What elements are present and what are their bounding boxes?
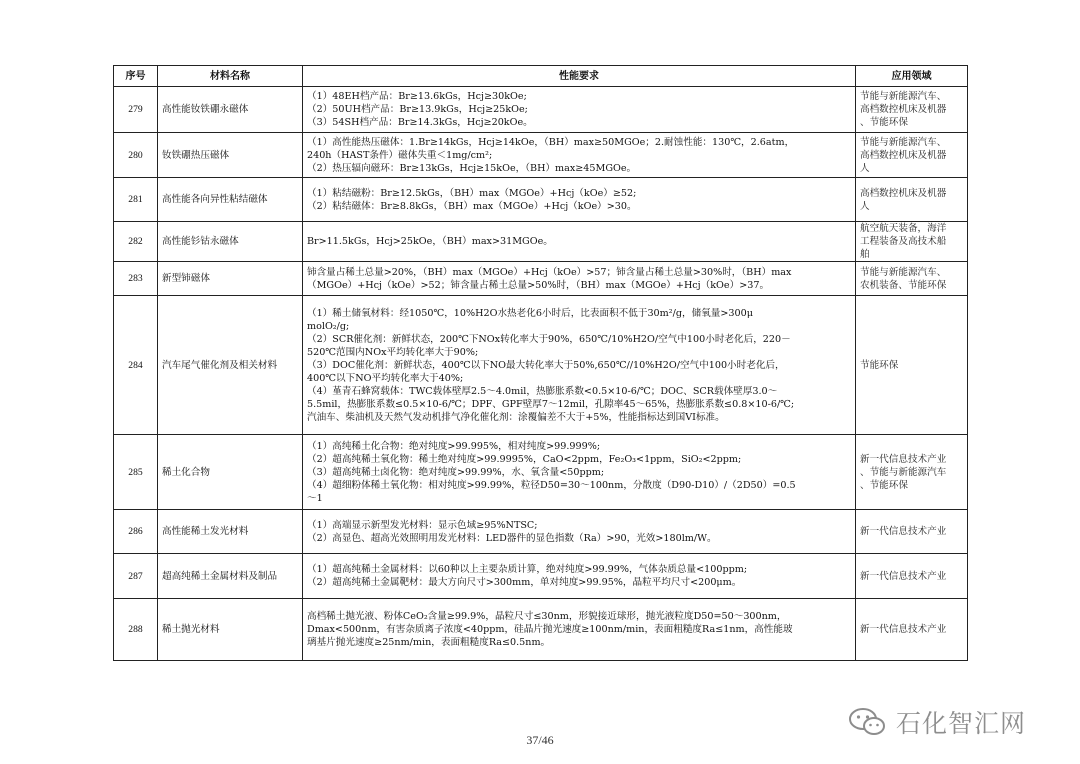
application-line: 节能与新能源汽车、 [860,91,947,102]
requirement-cell [303,510,856,554]
watermark [848,702,1073,742]
requirement-cell [303,554,856,599]
application-cell [856,599,968,661]
header-requirement: 性能要求 [303,66,856,87]
wechat-icon [848,707,888,737]
requirement-cell [303,133,856,178]
application-cell [856,178,968,222]
requirement-line: 400℃以下NO平均转化率大于40%; [307,372,464,384]
application-line: 人 [860,200,870,212]
row-number: 281 [114,178,158,222]
watermark-text: 石化智汇网 [896,709,1027,738]
requirement-line: （3）54SH档产品：Br≥14.3kGs，Hcj≥20kOe。 [307,117,533,128]
table-row [114,87,968,133]
application-line: 航空航天装备，海洋 [860,223,947,234]
material-name: 高性能钕铁硼永磁体 [158,87,303,133]
header-name: 材料名称 [158,66,303,87]
requirement-line: （1）粘结磁粉：Br≥12.5kGs，（BH）max（MGOe）+Hcj（kOe）≥52; [307,187,637,199]
row-number: 287 [114,554,158,599]
row-number: 283 [114,262,158,296]
application-line: 高档数控机床及机器 [860,149,947,161]
application-line: 舶 [860,249,870,260]
application-cell [856,435,968,510]
requirement-line: （3）DOC催化剂：新鲜状态，400℃以下NO最大转化率大于50%,650℃//10%H2O/空气中100小时老化后， [307,359,785,371]
page-number: 37/46 [526,733,554,747]
requirement-line: （2）粘结磁体：Br≥8.8kGs，（BH）max（MGOe）+Hcj（kOe）>30。 [307,200,637,212]
application-cell [856,133,968,178]
table-row [114,222,968,262]
header-no: 序号 [114,66,158,87]
application-line: 高档数控机床及机器 [860,104,947,115]
material-name: 稀土抛光材料 [158,599,303,661]
requirement-line: （1）48EH档产品：Br≥13.6kGs，Hcj≥30kOe; [307,91,527,102]
application-cell [856,296,968,435]
material-name: 汽车尾气催化剂及相关材料 [158,296,303,435]
requirement-line: （2）SCR催化剂：新鲜状态，200℃下NOx转化率大于90%，650℃/10%H2O/空气中100小时老化后，220－ [307,333,791,345]
material-name: 钕铁硼热压磁体 [158,133,303,178]
material-name: 超高纯稀土金属材料及制品 [158,554,303,599]
requirement-line: （2）50UH档产品：Br≥13.9kGs，Hcj≥25kOe; [307,104,528,115]
requirement-line: （2）超高纯稀土金属靶材：最大方向尺寸>300mm，单对纯度>99.95%，晶粒平均尺寸<200μm。 [307,577,742,588]
row-number: 282 [114,222,158,262]
requirement-line: （2）热压辐向磁环：Br≥13kGs，Hcj≥15kOe，（BH）max≥45MGOe。 [307,162,637,174]
requirement-line: molO₂/g; [307,320,350,332]
application-cell [856,554,968,599]
requirement-line: Dmax<500nm，有害杂质离子浓度<40ppm，硅晶片抛光速度≥100nm/min，表面粗糙度Ra≤1nm，高性能玻 [307,624,793,635]
application-line: 新一代信息技术产业 [860,453,947,465]
requirement-line: 240h（HAST条件）磁体失重＜1mg/cm²; [307,149,493,161]
row-number: 284 [114,296,158,435]
requirement-cell [303,178,856,222]
materials-table [113,65,968,661]
table-row [114,510,968,554]
application-line: 节能与新能源汽车、 [860,136,947,148]
table-row [114,296,968,435]
requirement-line: 铈含量占稀土总量>20%，（BH）max（MGOe）+Hcj（kOe）>57；铈含量占稀土总量>30%时，（BH）max [307,266,792,278]
table-row [114,554,968,599]
requirement-line: （2）高显色、超高光效照明用发光材料：LED器件的显色指数（Ra）>90，光效>180lm/W。 [307,532,717,544]
requirement-line: （4）堇青石蜂窝载体：TWC载体壁厚2.5～4.0mil，热膨胀系数<0.5×10-6/℃；DOC、SCR载体壁厚3.0～ [307,385,778,397]
requirement-line: （MGOe）+Hcj（kOe）>52；铈含量占稀土总量>50%时，（BH）max（MGOe）+Hcj（kOe）>37。 [307,279,770,291]
application-line: 新一代信息技术产业 [860,570,947,582]
requirement-line: （4）超细粉体稀土氧化物：相对纯度>99.99%，粒径D50=30～100nm，分散度（D90-D10）/（2D50）=0.5 [307,479,796,491]
material-name: 高性能钐钴永磁体 [158,222,303,262]
requirement-line: （1）高端显示新型发光材料：显示色域≥95%NTSC; [307,519,538,531]
material-name: 新型铈磁体 [158,262,303,296]
application-cell [856,87,968,133]
material-name: 稀土化合物 [158,435,303,510]
table-row [114,599,968,661]
application-line: 人 [860,162,870,174]
requirement-line: 520℃范围内NOx平均转化率大于90%; [307,346,479,358]
row-number: 288 [114,599,158,661]
application-line: 、节能环保 [860,117,908,128]
row-number: 286 [114,510,158,554]
table-header-row [114,66,968,87]
table-row [114,133,968,178]
material-name: 高性能各向异性粘结磁体 [158,178,303,222]
requirement-cell [303,262,856,296]
requirement-cell [303,222,856,262]
header-application: 应用领域 [856,66,968,87]
table-row [114,435,968,510]
application-line: 新一代信息技术产业 [860,526,947,537]
application-line: 新一代信息技术产业 [860,624,947,635]
application-line: 高档数控机床及机器 [860,187,947,199]
application-cell [856,222,968,262]
table-row [114,262,968,296]
requirement-line: 5.5mil，热膨胀系数≤0.5×10-6/℃；DPF、GPF壁厚7～12mil，孔隙率45～65%，热膨胀系数≤0.8×10-6/℃; [307,398,795,410]
requirement-line: Br>11.5kGs，Hcj>25kOe，（BH）max>31MGOe。 [307,236,553,247]
requirement-line: （2）超高纯稀土氧化物：稀土绝对纯度>99.9995%，CaO<2ppm，Fe₂O₃<1ppm，SiO₂<2ppm; [307,453,742,465]
requirement-line: （1）高纯稀土化合物：绝对纯度>99.995%，相对纯度>99.999%; [307,440,601,452]
requirement-line: 高档稀土抛光液、粉体CeO₂含量≥99.9%，晶粒尺寸≤30nm，形貌接近球形，抛光液粒度D50=50～300nm， [307,611,787,622]
row-number: 285 [114,435,158,510]
requirement-cell [303,296,856,435]
requirement-line: （1）高性能热压磁体：1.Br≥14kGs，Hcj≥14kOe，（BH）max≥50MGOe；2.耐蚀性能：130℃，2.6atm， [307,136,795,148]
application-cell [856,262,968,296]
table-row [114,178,968,222]
requirement-cell [303,87,856,133]
application-line: 工程装备及高技术船 [860,236,947,247]
requirement-line: ～1 [307,492,323,504]
requirement-line: （1）稀土储氧材料：经1050℃，10%H2O水热老化6小时后，比表面积不低于30m²/g，储氧量>300μ [307,307,753,319]
application-line: 节能与新能源汽车、 [860,266,947,278]
requirement-line: 璃基片抛光速度≥25nm/min，表面粗糙度Ra≤0.5nm。 [307,637,551,648]
requirement-line: （3）超高纯稀土卤化物：绝对纯度>99.99%，水、氧含量<50ppm; [307,466,605,478]
application-line: 农机装备、节能环保 [860,279,947,291]
material-name: 高性能稀土发光材料 [158,510,303,554]
application-line: 节能环保 [860,359,899,371]
requirement-cell [303,599,856,661]
application-line: 、节能与新能源汽车 [860,466,947,478]
application-cell [856,510,968,554]
row-number: 280 [114,133,158,178]
row-number: 279 [114,87,158,133]
requirement-line: （1）超高纯稀土金属材料：以60种以上主要杂质计算，绝对纯度>99.99%，气体杂质总量<100ppm; [307,564,748,575]
requirement-cell [303,435,856,510]
application-line: 、节能环保 [860,479,908,491]
requirement-line: 汽油车、柴油机及天然气发动机排气净化催化剂：涂覆偏差不大于+5%，性能指标达到国VI标准。 [307,411,725,423]
